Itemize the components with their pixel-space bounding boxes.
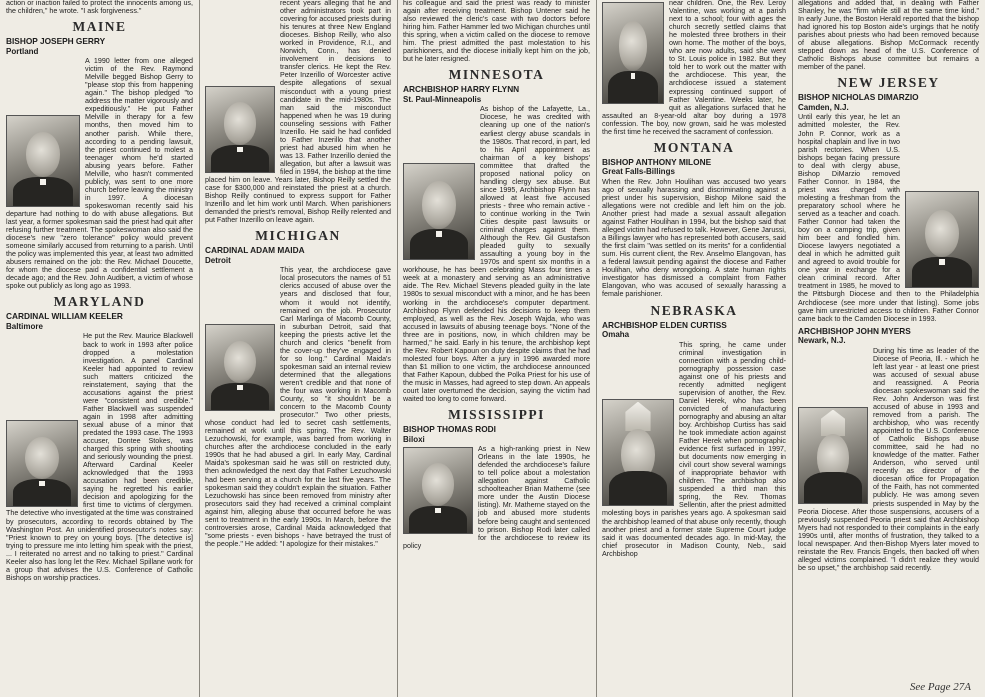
article-body: During his time as leader of the Diocese of Peoria, Ill. - which he left last year - at least one priest was accused of sexual abuse and reassigned. A Peoria diocesan spokeswoman said the Rev. John Anderson was first accused of abuse in 1993 and removed from a parish. The archbishop, who was recently appointed to the U.S. Conference of Catholic Bishops abuse committee, said he had no knowledge of the matter. Father Anderson, who served until recently as director of the diocesan office for Propagation of the Faith, has not commented publicly. He was among seven priests suspended in May by the Peoria Diocese. After those suspensions, accusers of a previously suspended Peoria priest said that Archbishop Myers had not responded to their complaints in the early 1990s until, after months of frustration, they talked to a local newspaper. And then-Bishop Myers later moved to reinstate the Rev. Francis Engels, then backed off when alleged victims complained. "I didn't realize they would be so upset," the archbishop said recently. [798, 346, 979, 572]
article-body: When the Rev. John Houlihan was accused two years ago of sexually harassing and discriminating against a priest under his supervision, Bishop Milone said the allegations were not credible and left him on the job. Another priest had made a sexual assault allegation against Father Houlihan in 1994, but the bishop said that alleged victim had refused to talk. However, Gene Jarussi, a Billings lawyer who has represented both accusers, said the first claim "was settled on its merits" for a confidential sum. His current client, the Rev. Anselmo Elangovan, has a federal lawsuit pending against the diocese and Father Houlihan, who deny wrongdoing. A state human rights investigator has dismissed a complaint from Father Elangovan, who was accused of sexually harassing a female parishioner. [602, 177, 786, 299]
state-heading-maryland: MARYLAND [53, 294, 146, 310]
column-text: his colleague and said the priest was ready to minister again after receiving treatment. Bishop Untener said he also reviewed the cleric's case with two doctors before hiring him. Father Hammer led two Michigan churches until this spring, when a victim called on the diocese to remove him. The priest admitted the past molestation to his parishioners, and the diocese initially kept him on the job, but he later resigned. [403, 0, 590, 64]
portrait-photo [602, 399, 674, 506]
diocese-location: St. Paul-Minneapolis [403, 94, 482, 104]
diocese-location: Newark, N.J. [798, 336, 846, 346]
diocese-location: Camden, N.J. [798, 103, 849, 113]
portrait-photo [205, 86, 275, 173]
column-1 [0, 0, 199, 697]
portrait-photo [403, 447, 473, 534]
state-heading-maine: MAINE [72, 19, 127, 35]
official-name: ARCHBISHOP JOHN MYERS [798, 325, 911, 336]
portrait-photo [798, 407, 868, 504]
official-name: BISHOP NICHOLAS DIMARZIO [798, 92, 919, 103]
column-text: near children. One, the Rev. Leroy Valentine, was working at a parish next to a school; four with ages the church secretly settled claims that he molested three brothers in their own home. The mother of the boys, who are now adults, said she went to St. Louis police in 1982. But they told her to work out the matter with the archdiocese. This year, the archdiocese issued a statement expressing continued support of Father Valentine. Weeks later, he quit as allegations surfaced that he assaulted an 8-year-old altar boy during a 1978 confession. The boy, now grown, said he was molested the first time he received the sacrament of confession. [602, 0, 786, 136]
official-name: ARCHBISHOP ELDEN CURTISS [602, 319, 727, 330]
portrait-photo [205, 324, 275, 411]
official-name: BISHOP ANTHONY MILONE [602, 156, 712, 167]
official-name: ARCHBISHOP HARRY FLYNN [403, 84, 520, 95]
official-name: CARDINAL ADAM MAIDA [205, 245, 305, 256]
state-heading-michigan: MICHIGAN [255, 228, 341, 244]
diocese-location: Baltimore [6, 322, 43, 332]
article-body: Until early this year, he let an admitted molester, the Rev. John P. Connor, work as a hospital chaplain and live in two parish rectories. When U.S. bishops began facing pressure to deal with clergy abuse, Bishop DiMarzio removed Father Connor. In 1984, the priest was charged with molesting a freshman from the preparatory school where he served as a teacher and coach. Father Connor had taken the boy on a camping trip, given him beer and fondled him. Diocese lawyers negotiated a deal in which he admitted guilt and agreed to avoid trouble for one year in exchange for a clean criminal record. After treatment in 1985, he moved to the Pittsburgh Diocese and then to the Philadelphia Archdiocese (see more under that listing). Some jobs gave him unrestricted access to children. Father Connor came back to the Camden Diocese in 1993. [798, 113, 979, 323]
diocese-location: Detroit [205, 255, 231, 265]
article-body: As bishop of the Lafayette, La., Diocese, he was credited with cleaning up one of the nation's earliest clergy abuse scandals in the 1980s. That record, in part, led to his April appointment as chairman of a key bishops' committee that drafted the proposed national policy on handling clergy sex abuse. But since 1995, Archbishop Flynn has allowed at least five accused priests - three who remain active - to continue working in the Twin Cities despite past lawsuits or criminal charges against them. Although the Rev. Gil Gustafson pleaded guilty to sexually assaulting a young boy in the 1970s and spent six months in a workhouse, he has been celebrating Mass four times a week at a monastery and serving as an administrative aide. The Rev. Michael Stevens pleaded guilty in the late 1980s to sexual misconduct with a minor, and he has been working in the archdiocese's computer department. Archbishop Flynn defended his decisions to keep them employed, as well as the Rev. Joseph Wajda, who was accused in lawsuits of abusing teenage boys. "None of the three are in positions, now, in which children may be harmed," he said. Early in his tenure, the archbishop kept the Rev. Robert Kapoun on duty despite claims that he had molested four boys. After a jury in 1996 awarded more than $1 million to one victim, the archdiocese announced that Father Kapoun, dubbed the Polka Priest for his use of the music in Masses, had agreed to step down. An appeals court later overturned the decision, saying the victim had waited too long to come forward. [403, 105, 590, 404]
portrait-photo [6, 420, 78, 507]
diocese-location: Omaha [602, 330, 630, 340]
column-5 [792, 0, 985, 697]
portrait-photo [602, 2, 664, 104]
column-2 [199, 0, 397, 697]
article-body: As a high-ranking priest in New Orleans in the late 1990s, he defended the archdiocese's failure to tell police about a molestation allegation against Catholic schoolteacher Brian Matherne (see more under the Austin Diocese listing). Mr. Matherne stayed on the job and abused more students before being caught and sentenced to prison. Bishop Rodi later called for the archdiocese to review its policy [403, 445, 590, 550]
state-heading-montana: MONTANA [653, 139, 735, 155]
article-body: He put the Rev. Maurice Blackwell back to work in 1993 after police dropped a molestation investigation. A panel Cardinal Keeler had appointed to review such matters criticized the reinstatement, saying that the accusations against the priest were "consistent and credible." Father Blackwell was suspended again in 1998 after admitting sexual abuse of a minor that predated the 1993 case. The 1993 accuser, Dontee Stokes, was charged this spring with shooting and seriously wounding the priest. Afterward Cardinal Keeler acknowledged that the 1993 accusation had been credible, saying he regretted his earlier decision and apologizing for the first time to victims of clergymen. The detective who investigated at the time was constrained by prosecutors, according to records obtained by The Washington Post. An unidentified prosecutor's notes say: "Priest known to prey on young boys. [The detective is] trying to pressure me into letting him speak with the priest, ... I reiterated no arrest and no talking to priest." Cardinal Keeler also has long let the Rev. Michael Spillane work for a group that advises the U.S. Conference of Catholic Bishops on worship practices. [6, 332, 193, 582]
state-heading-minnesota: MINNESOTA [448, 67, 545, 83]
official-name: BISHOP THOMAS RODI [403, 424, 496, 435]
article-body: This spring, he came under criminal investigation in connection with a pending child-pornography possession case against one of his priests and recently admitted negligent supervision of another, the Rev. Daniel Herek, who has been convicted of manufacturing pornography and abusing an altar boy. Archbishop Curtiss has said he took immediate action against Father Herek when pornographic evidence first surfaced in 1997, but documents now emerging in civil court show several warnings of inappropriate behavior with children. The archbishop also suspended a third man this spring, the Rev. Thomas Sellentin, after the priest admitted molesting boys in parishes years ago. A spokesman said the archbishop learned of that abuse only recently, though another priest and a former state Supreme Court judge said it was documented decades ago. In mid-May, the chief prosecutor in Madison County, Neb., said Archbishop [602, 340, 786, 558]
article-body: This year, the archdiocese gave local prosecutors the names of 51 clerics accused of abuse over the years and disclosed that four, whom it would not identify, remained on the job. Prosecutor Carl Marlinga of Macomb County, in suburban Detroit, said that keeping the priests active let the church and clerics "benefit from the cover-up they've engaged in for so long." Cardinal Maida's spokesman said an internal review determined that the allegations weren't credible and that none of the four was working in Macomb County, so "it shouldn't be a concern to the Macomb County prosecutor." Two other priests, whose conduct had led to secret cash settlements, remained at work until this spring. The Rev. Walter Lezuchowski, for example, was barred from working in churches after the archdiocese concluded in the early 1990s that he had abused a girl. In early May, Cardinal Maida's spokesman said he was still on restricted duty, then acknowledged the next day that Father Lezuchowski had been serving at a church for the last five years. The spokesman said they couldn't explain the situation. Father Lezuchowski has since been removed from ministry after prosecutors said they had received a criminal complaint against him, alleging abuse that occurred before he was sent to treatment in the early 1990s. In March, before the controversies arose, Cardinal Maida acknowledged that "some priests - even bishops - have betrayed the trust of the people." He added: "I apologize for their mistakes." [205, 266, 391, 548]
column-3 [397, 0, 596, 697]
article-body: A 1990 letter from one alleged victim of the Rev. Raymond Melville begged Bishop Gerry to "please stop this from happening again." The bishop pledged "to address the matter vigorously and expeditiously." He put Father Melville in therapy for a few months, then moved him to another parish. While there, according to a pending lawsuit, the priest continued to molest a teenager whom he'd started abusing years before. Father Melville, who hasn't commented publicly, was sent to one more church before leaving the ministry in 1997. A diocesan spokeswoman recently said his departure had nothing to do with abuse allegations. But last year, a former spokesman said the priest had quit after refusing further treatment. The spokeswoman also said the diocese's new "zero tolerance" policy would prevent someone similarly accused from returning to a parish. Until the policy was implemented this year, at least two admitted abusers remained on the job: the Rev. Michael Doucette, for whom the diocese paid a confidential settlement a decade ago; and the Rev. John Audibert, a victim of whose spoke out publicly as long ago as 1993. [6, 57, 193, 291]
official-name: CARDINAL WILLIAM KEELER [6, 311, 123, 322]
official-name: BISHOP JOSEPH GERRY [6, 36, 106, 47]
continued-page-reference: See Page 27A [909, 681, 971, 693]
diocese-location: Portland [6, 46, 39, 56]
portrait-photo [905, 191, 979, 288]
column-4 [596, 0, 792, 697]
portrait-photo [403, 163, 475, 260]
column-text: recent years alleging that he and other administrators took part in covering for accused priests during his tenures at three New England dioceses. Bishop Reilly, who also worked in Providence, R.I., and Norwich, Conn., has denied involvement in decisions to transfer clerics. He kept the Rev. Peter Inzerillo of Worcester active despite allegations of sexual misconduct with a young priest candidate in the mid-1980s. The man said the misconduct happened when he was 19 during counseling sessions with Father Inzerillo. He said he had confided to Father Inzerillo that another priest had abused him when he was 13. Father Inzerillo denied the allegation, but after a lawsuit was filed in 1994, the bishop at the time placed him on leave. Years later, Bishop Reilly settled the case for $300,000 and reinstated the priest at a church. Bishop Reilly continued to express support for Father Inzerillo and let him work until March. When parishioners demanded the priest's removal, Bishop Reilly relented and put Father Inzerillo on leave again. [205, 0, 391, 225]
column-text: allegations and added that, in dealing with Father Shanley, he was "firm while still at the same time kind." In early June, the Boston Herald reported that the bishop had ignored his top Boston aide's urgings that he notify parishes about priests who had been removed because of abuse allegations. Bishop McCormack recently stepped down as head of the U.S. Conference of Catholic Bishops abuse committee but remains a member of the panel. [798, 0, 979, 72]
state-heading-mississippi: MISSISSIPPI [448, 407, 545, 423]
diocese-location: Biloxi [403, 434, 425, 444]
diocese-location: Great Falls-Billings [602, 167, 675, 177]
state-heading-new-jersey: NEW JERSEY [837, 75, 940, 91]
portrait-photo [6, 115, 80, 207]
state-heading-nebraska: NEBRASKA [650, 302, 738, 318]
column-text: action or inaction failed to protect the innocents among us, the children," he wrote. "I ask forgiveness." [6, 0, 193, 16]
